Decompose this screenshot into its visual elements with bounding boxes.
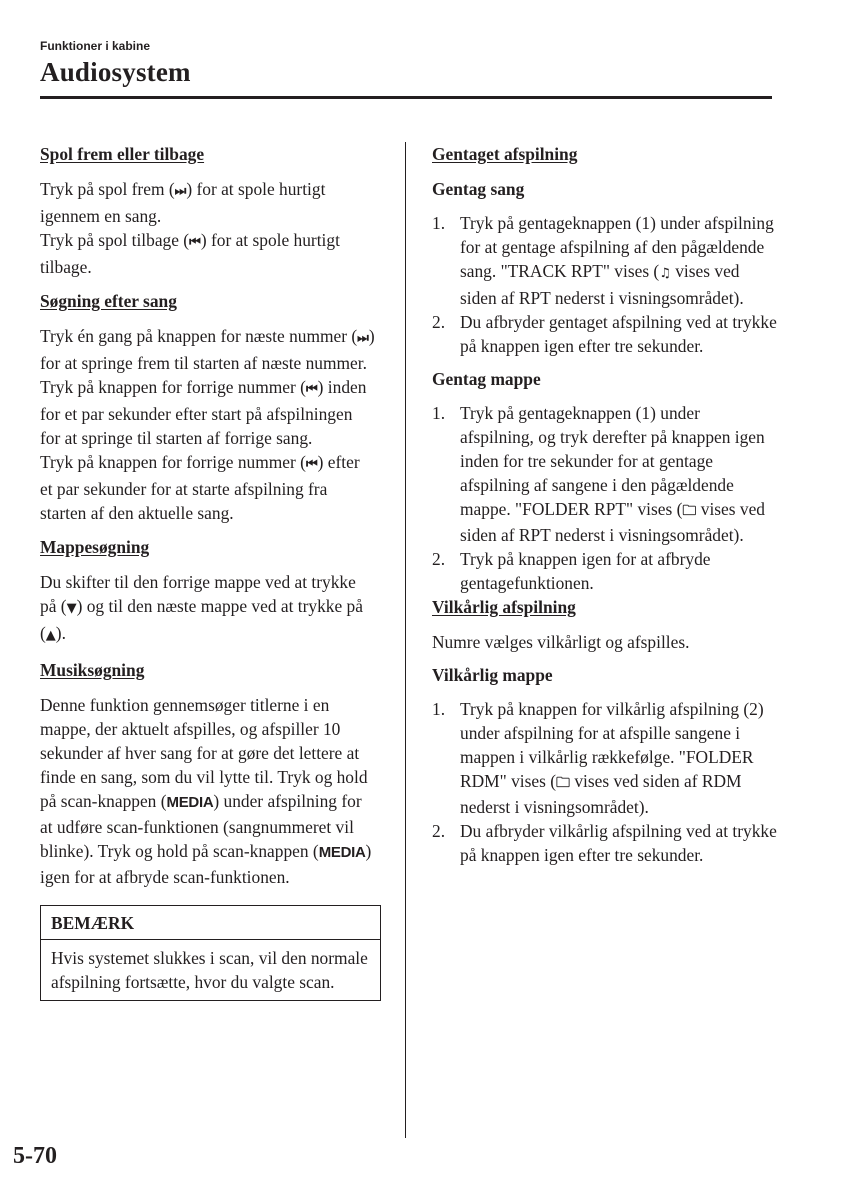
paragraph-folder-search: Du skifter til den forrige mappe ved at trykke på (▼) og til den næste mappe ved at trykke på (▲). — [40, 572, 363, 643]
subheading-repeat-track: Gentag sang — [432, 179, 525, 199]
paragraph-music-scan: Denne funktion gennemsøger titlerne i en mappe, der aktuelt afspilles, og afspiller 10 sekunder af hver sang for at gøre det lettere at finde en sang, som du vil lytte til. Tryk og hold på scan-knappen (MEDIA) under afspilning for at udføre scan-funktionen (sangnummeret vil blinke). Tryk og hold på scan-knappen (MEDIA) igen for at afbryde scan-funktionen. — [40, 695, 372, 887]
list-item: 2. Du afbryder gentaget afspilning ved at trykke på knappen igen efter tre sekunder. — [432, 312, 777, 356]
skip-forward-icon: ⏭ — [357, 331, 369, 346]
paragraph-fast-forward: Tryk på spol frem (⏭) for at spole hurtigt igennem en sang. — [40, 179, 326, 226]
media-button-label: MEDIA — [166, 794, 214, 811]
paragraph-random-playback: Numre vælges vilkårligt og afspilles. — [432, 632, 690, 652]
list-repeat-track — [432, 211, 777, 358]
paragraph-next-track: Tryk én gang på knappen for næste nummer (⏭) for at springe frem til starten af næste nummer. — [40, 326, 375, 373]
note-body: Hvis systemet slukkes i scan, vil den normale afspilning fortsætte, hvor du valgte scan. — [51, 948, 368, 992]
folder-icon: 🗀 — [682, 503, 697, 519]
subheading-random-folder: Vilkårlig mappe — [432, 665, 553, 685]
heading-folder-search: Mappesøgning — [40, 537, 150, 557]
skip-back-icon: ⏮ — [305, 382, 318, 397]
subheading-repeat-folder: Gentag mappe — [432, 369, 541, 389]
page-title: Audiosystem — [40, 57, 191, 87]
note-box — [40, 905, 381, 1001]
heading-repeat-playback: Gentaget afspilning — [432, 144, 578, 164]
heading-fast-forward-rewind: Spol frem eller tilbage — [40, 144, 205, 164]
list-item: 1. Tryk på gentageknappen (1) under afspilning for at gentage afspilning af den pågældende sang. "TRACK RPT" vises (♫ vises ved siden af RPT nederst i visningsområdet). — [432, 213, 774, 308]
note-heading: BEMÆRK — [41, 906, 380, 940]
heading-random-playback: Vilkårlig afspilning — [432, 597, 576, 617]
list-item: 2. Du afbryder vilkårlig afspilning ved at trykke på knappen igen efter tre sekunder. — [432, 821, 777, 865]
list-item: 1. Tryk på knappen for vilkårlig afspilning (2) under afspilning for at afspille sangene i mappen i vilkårlig rækkefølge. "FOLDER RDM" vises (🗀 vises ved siden af RDM nederst i visningsområdet). — [432, 699, 764, 817]
column-divider — [405, 142, 406, 1138]
skip-back-icon: ⏮ — [189, 235, 201, 250]
music-note-icon: ♫ — [659, 266, 671, 281]
heading-track-search: Søgning efter sang — [40, 291, 177, 311]
right-column — [432, 140, 777, 867]
skip-back-icon: ⏮ — [305, 457, 318, 472]
paragraph-previous-track: Tryk på knappen for forrige nummer (⏮) inden for et par sekunder efter start på afspilningen for at springe til starten af forrige sang. — [40, 377, 367, 448]
heading-music-scan: Musiksøgning — [40, 660, 145, 680]
list-item: 1. Tryk på gentageknappen (1) under afspilning, og tryk derefter på knappen igen inden for tre sekunder for at gentage afspilning af sangene i den pågældende mappe. "FOLDER RPT" vises (🗀 vises ved siden af RPT nederst i visningsområdet). — [432, 403, 765, 545]
list-random-folder — [432, 697, 777, 867]
list-item: 2. Tryk på knappen igen for at afbryde gentagefunktionen. — [432, 549, 711, 593]
paragraph-restart-track: Tryk på knappen for forrige nummer (⏮) efter et par sekunder for at starte afspilning fra starten af den aktuelle sang. — [40, 452, 360, 523]
paragraph-rewind: Tryk på spol tilbage (⏮) for at spole hurtigt tilbage. — [40, 230, 340, 277]
media-button-label: MEDIA — [318, 844, 366, 861]
folder-icon: 🗀 — [556, 775, 570, 791]
up-arrow-icon: ▲ — [45, 628, 56, 643]
list-repeat-folder — [432, 401, 777, 595]
header-rule — [40, 96, 772, 99]
left-column — [40, 140, 375, 1001]
section-label: Funktioner i kabine — [40, 39, 151, 53]
page-number: 5-70 — [13, 1143, 57, 1169]
down-arrow-icon: ▼ — [66, 601, 77, 616]
skip-forward-icon: ⏭ — [174, 184, 187, 199]
